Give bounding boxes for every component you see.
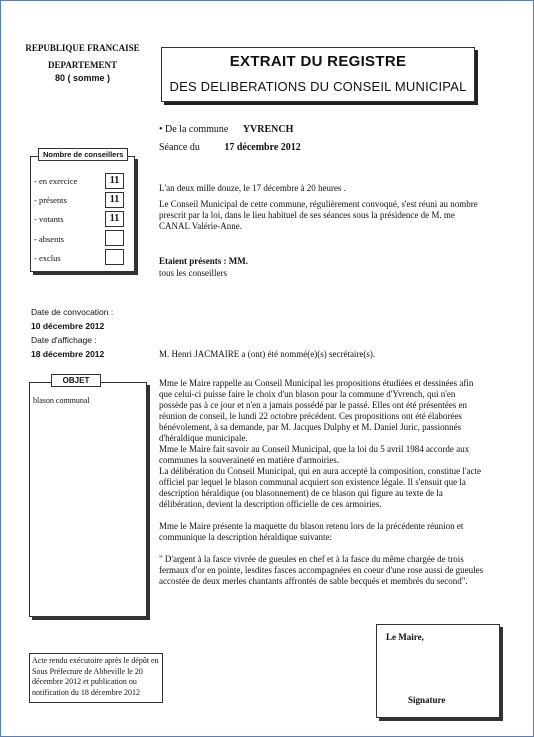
- objet-text: blason communal: [33, 396, 90, 405]
- acte-executoire: Acte rendu exécutoire après le dépôt en Sous Préfecture de Abbeville le 20 décembre 2012 et publication ou notification du 18 décembre 2012: [29, 653, 163, 703]
- commune-bullet: •: [159, 124, 166, 135]
- document-subtitle: DES DELIBERATIONS DU CONSEIL MUNICIPAL: [169, 79, 467, 94]
- deliberation-body: [159, 378, 484, 587]
- left-header: [20, 42, 145, 85]
- paragraph: La délibération du Conseil Municipal, qui en aura accepté la composition, constitue l'acte officiel par lequel le blason communal acquiert son existence légale. Il s'ensuit que la description héraldique (ou blasonnement) de ce blason qui figure au texte de la délibération, devient la description officielle de ces armoiries.: [159, 466, 482, 509]
- presents-text: tous les conseillers: [159, 268, 227, 278]
- convocation-date: 10 décembre 2012: [31, 321, 105, 331]
- paragraph: Mme le Maire rappelle au Conseil Municipal les propositions étudiées et dessinées afin que celui-ci puisse faire le choix d'un blason pour la commune d'Yvrench, qui n'en possède pas à ce jour et n'en a jamais possédé par le passé. Elles ont été présentées en réunion de conseil, le lundi 22 octobre précédent. Ces propositions ont été élaborées bénévolement, à sa demande, par M. Jacques Dulphy et M. Daniel Juric, passionnés d'héraldique municipale.: [159, 378, 474, 443]
- commune-line: [159, 124, 293, 135]
- conseillers-value-box: 11: [105, 173, 124, 189]
- seance-date: 17 décembre 2012: [224, 142, 301, 153]
- convocation-label: Date de convocation :: [31, 307, 114, 317]
- departement-number: 80 ( somme ): [54, 73, 111, 83]
- conseillers-value-box: 11: [105, 211, 124, 227]
- paragraph: Mme le Maire présente la maquette du blason retenu lors de la précédente réunion et communique la description héraldique suivante:: [159, 521, 464, 542]
- republique-label: REPUBLIQUE FRANCAISE: [25, 43, 140, 53]
- affichage-date: 18 décembre 2012: [31, 349, 105, 359]
- blasonnement-quote: " D'argent à la fasce vivrée de gueules en chef et à la fasce du même chargée de trois fermaux d'or en pointe, lesdites fasces accompagnées en coeur d'une rose aussi de gueules accostée de deux merles chantants affrontés de sable becqués et membrés du second".: [159, 554, 484, 586]
- secretaire-text: M. Henri JACMAIRE a (ont) été nommé(e)(s) secrétaire(s).: [159, 349, 376, 359]
- conseillers-row: - exclus: [34, 253, 61, 263]
- conseillers-row: - en exercice: [34, 176, 78, 186]
- seance-label: Séance du: [159, 142, 200, 153]
- objet-box: [29, 382, 147, 617]
- conseillers-row: - absents: [34, 234, 64, 244]
- seance-line: [159, 142, 301, 153]
- title-box: [161, 47, 475, 102]
- signature-label: Signature: [408, 695, 446, 705]
- convocation-text: Le Conseil Municipal de cette commune, régulièrement convoqué, s'est réuni au nombre prescrit par la loi, dans le lieu habituel de ses séances sous la présidence de M. me CANAL Valérie-Anne.: [159, 199, 478, 231]
- conseillers-title: Nombre de conseillers: [38, 148, 128, 161]
- conseillers-value-box: [105, 249, 124, 265]
- commune-name: YVRENCH: [242, 124, 294, 135]
- presents-label: Etaient présents : MM.: [159, 256, 248, 266]
- conseillers-row: - votants: [34, 214, 64, 224]
- departement-label: DEPARTEMENT: [47, 60, 118, 70]
- conseillers-value-box: [105, 230, 124, 246]
- conseillers-row: - présents: [34, 195, 67, 205]
- conseillers-value-box: 11: [105, 192, 124, 208]
- commune-label: De la commune: [165, 124, 229, 135]
- document-title: EXTRAIT DU REGISTRE: [229, 53, 407, 70]
- objet-title: OBJET: [51, 374, 101, 387]
- intro-text: L'an deux mille douze, le 17 décembre à 20 heures .: [159, 183, 347, 193]
- maire-label: Le Maire,: [386, 632, 424, 642]
- affichage-label: Date d'affichage :: [31, 335, 97, 345]
- paragraph: Mme le Maire fait savoir au Conseil Municipal, que la loi du 5 avril 1984 accorde aux communes la souveraineté en matière d'armoiries.: [159, 444, 470, 465]
